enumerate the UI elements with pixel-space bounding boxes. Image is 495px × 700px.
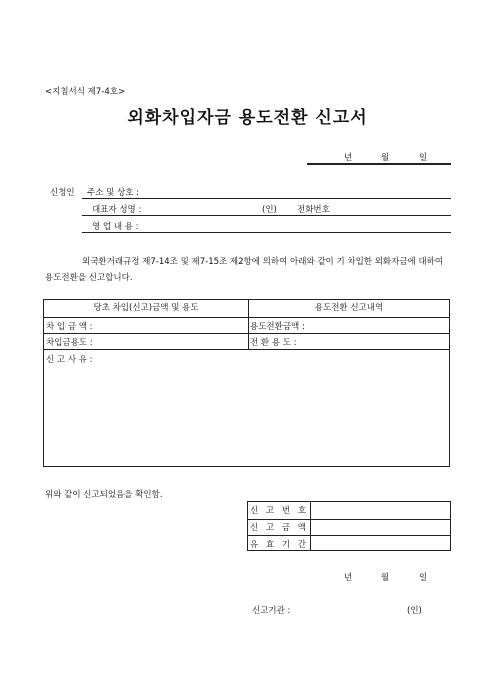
- footer-date-year: 년: [344, 573, 353, 583]
- footer-date-month: 월: [381, 573, 390, 583]
- table-header-conversion: 용도전환 신고내역: [314, 303, 384, 313]
- converted-amount-label: 용도전환금액 :: [250, 322, 305, 332]
- authority-seal-mark: (인): [407, 606, 422, 616]
- header-date-month: 월: [381, 153, 390, 163]
- validity-period-label: 유 효 기 간: [250, 539, 306, 550]
- confirmation-box: [247, 501, 451, 551]
- report-amount-label: 신 고 금 액: [250, 523, 306, 534]
- report-number-row: [248, 502, 450, 519]
- header-date-year: 년: [344, 153, 353, 163]
- rep-seal-mark: (인): [262, 205, 277, 215]
- form-code: <지침서식 제7-4호>: [45, 87, 126, 97]
- report-number-label: 신 고 번 호: [250, 506, 306, 517]
- header-date-day: 일: [419, 153, 428, 163]
- report-table: [43, 299, 450, 467]
- confirmation-box-divider: [310, 502, 311, 550]
- body-text-line2: 용도전환을 신고합니다.: [45, 273, 133, 283]
- representative-label: 대표자 성명 :: [92, 205, 142, 215]
- loan-purpose-label: 차입금용도 :: [46, 338, 93, 348]
- table-header-original: 당초 차입(신고)금액 및 용도: [93, 303, 199, 313]
- applicant-label: 신청인: [50, 188, 75, 198]
- reason-label: 신 고 사 유 :: [46, 355, 93, 365]
- header-date-underline: [307, 163, 451, 165]
- converted-purpose-label: 전 환 용 도 :: [250, 338, 297, 348]
- representative-line: [82, 215, 451, 216]
- report-amount-row: [248, 519, 450, 536]
- footer-date-day: 일: [419, 573, 428, 583]
- address-label: 주소 및 상호 :: [87, 188, 140, 198]
- business-label: 영 업 내 용 :: [92, 222, 139, 232]
- loan-amount-label: 차 입 금 액 :: [46, 322, 93, 332]
- address-line: [82, 198, 451, 199]
- table-column-divider: [248, 300, 249, 350]
- authority-label: 신고기관 :: [252, 606, 291, 616]
- document-title: 외화차입자금 용도전환 신고서: [127, 108, 368, 128]
- validity-period-row: [248, 535, 450, 552]
- table-row-divider-1: [44, 333, 449, 334]
- phone-label: 전화번호: [297, 205, 330, 215]
- table-header-divider: [44, 317, 449, 318]
- body-text-line1: 외국환거래규정 제7-14조 및 제7-15조 제2항에 의하여 아래와 같이 기 차입한 외화자금에 대하여: [82, 257, 444, 267]
- business-line: [82, 232, 451, 233]
- table-row-divider-2: [44, 349, 449, 350]
- confirm-text: 위와 같이 신고되었음을 확인함.: [45, 490, 163, 500]
